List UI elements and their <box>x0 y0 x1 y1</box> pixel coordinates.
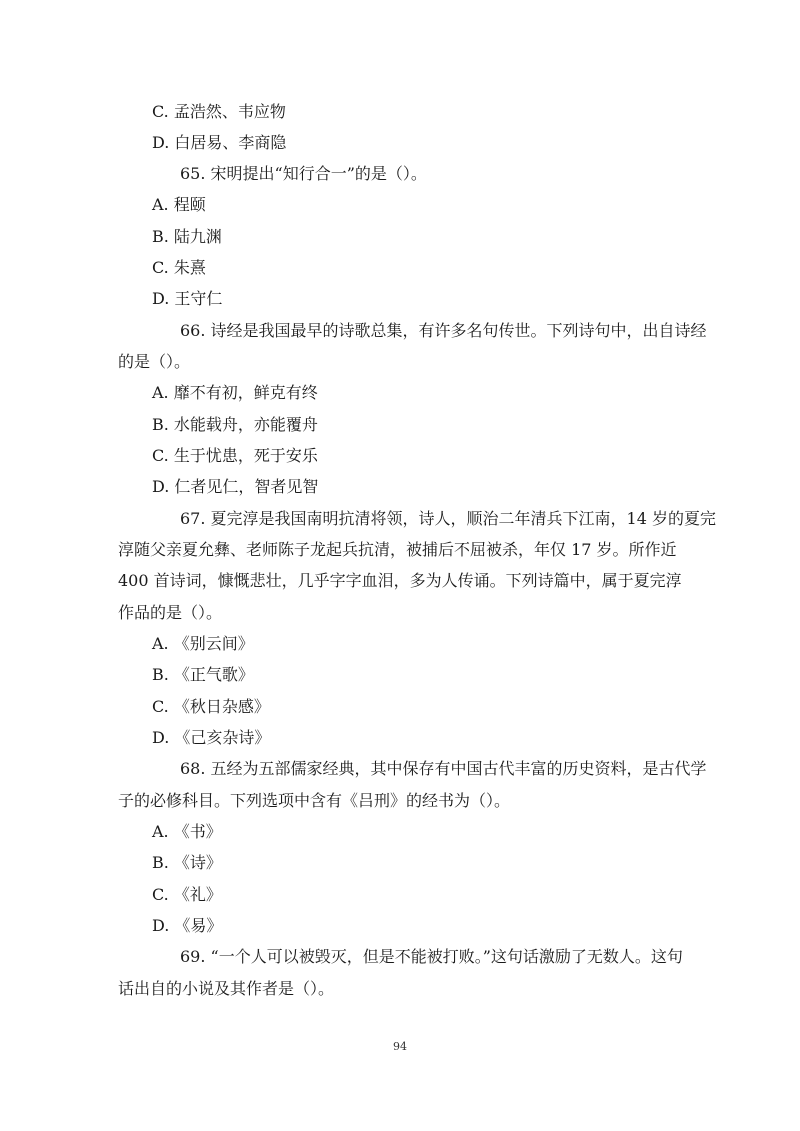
q66-stem-line1: 66. 诗经是我国最早的诗歌总集，有许多名句传世。下列诗句中，出自诗经 <box>180 321 707 340</box>
q64-option-d: D. 白居易、李商隐 <box>152 133 287 152</box>
q66-option-d: D. 仁者见仁，智者见智 <box>152 477 319 496</box>
q67-option-b: B. 《正气歌》 <box>152 665 254 684</box>
q68-stem-line1: 68. 五经为五部儒家经典，其中保存有中国古代丰富的历史资料，是古代学 <box>180 759 707 778</box>
q69-stem-line1: 69. “一个人可以被毁灭，但是不能被打败。”这句话激励了无数人。这句 <box>180 947 683 966</box>
q68-stem-line2: 子的必修科目。下列选项中含有《吕刑》的经书为（）。 <box>118 791 511 810</box>
q65-option-a: A. 程颐 <box>152 195 206 214</box>
q67-stem-line4: 作品的是（）。 <box>118 603 223 622</box>
q66-option-c: C. 生于忧患，死于安乐 <box>152 446 318 465</box>
q67-option-c: C. 《秋日杂感》 <box>152 697 270 716</box>
q66-stem-line2: 的是（）。 <box>118 352 191 371</box>
q67-stem-line2: 淳随父亲夏允彝、老师陈子龙起兵抗清，被捕后不屈被杀，年仅 17 岁。所作近 <box>118 540 677 559</box>
q68-option-a: A. 《书》 <box>152 822 222 841</box>
q66-option-a: A. 靡不有初，鲜克有终 <box>152 383 318 402</box>
q65-option-b: B. 陆九渊 <box>152 227 222 246</box>
q67-option-a: A. 《别云间》 <box>152 634 254 653</box>
q67-stem-line1: 67. 夏完淳是我国南明抗清将领，诗人，顺治二年清兵下江南，14 岁的夏完 <box>180 509 716 528</box>
q67-stem-line3: 400 首诗词，慷慨悲壮，几乎字字血泪，多为人传诵。下列诗篇中，属于夏完淳 <box>118 571 682 590</box>
q66-option-b: B. 水能载舟，亦能覆舟 <box>152 415 318 434</box>
q68-option-c: C. 《礼》 <box>152 885 222 904</box>
page-number: 94 <box>393 1040 407 1053</box>
q65-option-c: C. 朱熹 <box>152 258 206 277</box>
q69-stem-line2: 话出自的小说及其作者是（）。 <box>118 979 335 998</box>
q68-option-d: D. 《易》 <box>152 916 223 935</box>
q65-stem: 65. 宋明提出“知行合一”的是（）。 <box>180 164 427 183</box>
q64-option-c: C. 孟浩然、韦应物 <box>152 102 286 121</box>
q68-option-b: B. 《诗》 <box>152 853 222 872</box>
q65-option-d: D. 王守仁 <box>152 289 223 308</box>
q67-option-d: D. 《己亥杂诗》 <box>152 728 271 747</box>
